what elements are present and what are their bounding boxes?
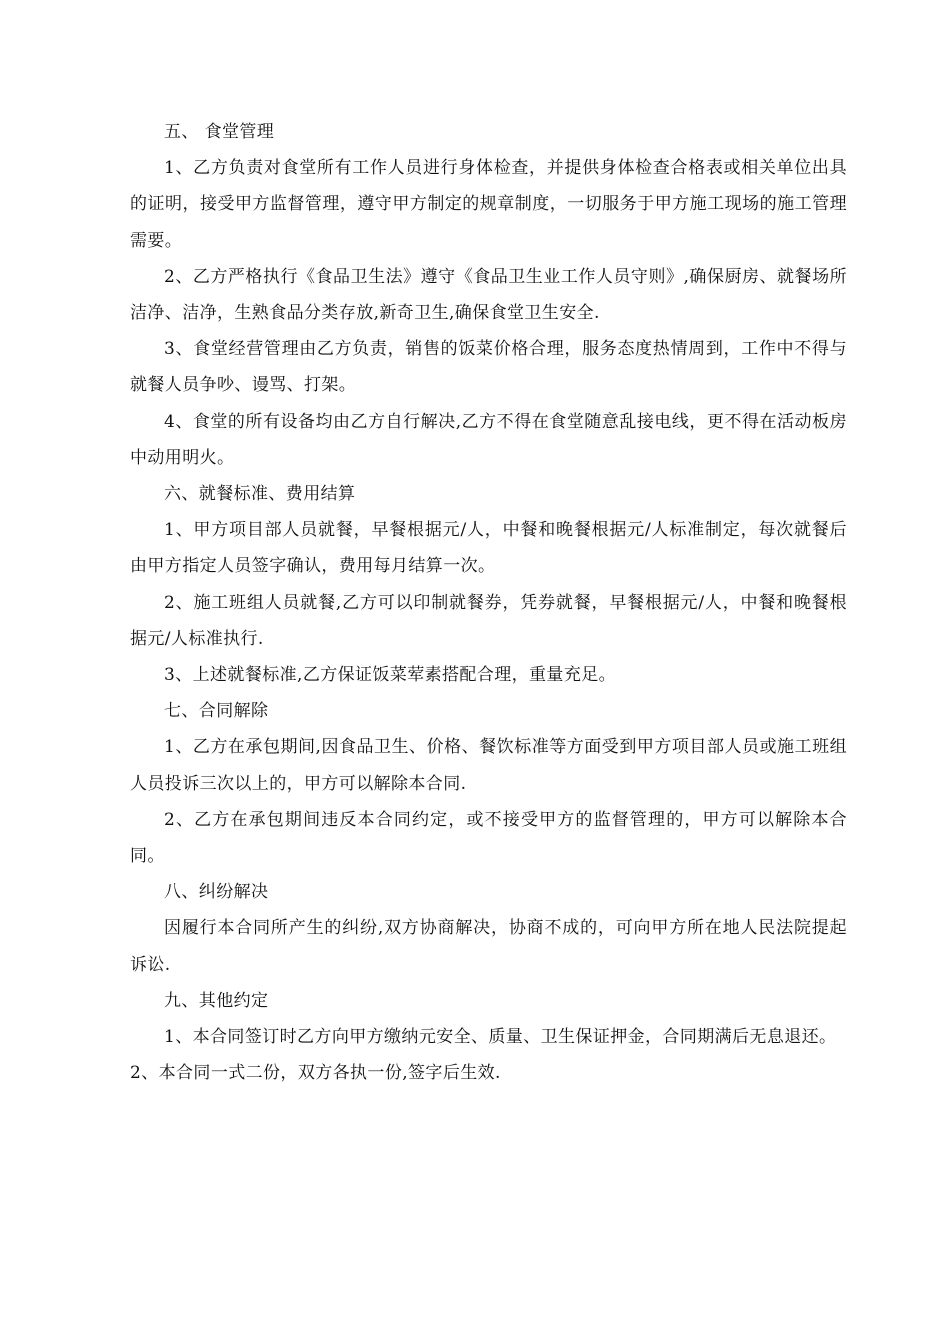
paragraph-meal-quality: 3、上述就餐标准,乙方保证饭菜荤素搭配合理，重量充足。 bbox=[164, 665, 617, 686]
paragraph-dispute-resolution: 因履行本合同所产生的纠纷,双方协商解决，协商不成的，可向甲方所在地人民法院提起诉讼. bbox=[130, 918, 847, 975]
paragraph-food-hygiene: 2、乙方严格执行《食品卫生法》遵守《食品卫生业工作人员守则》,确保厨房、就餐场所洁净、洁净，生熟食品分类存放,新奇卫生,确保食堂卫生安全. bbox=[130, 266, 847, 324]
section-heading-termination: 七、合同解除 bbox=[164, 701, 269, 722]
paragraph-termination-breach: 2、乙方在承包期间违反本合同约定，或不接受甲方的监督管理的，甲方可以解除本合同。 bbox=[130, 809, 847, 867]
document-body bbox=[130, 114, 847, 1091]
paragraph-project-staff-dining: 1、甲方项目部人员就餐，早餐根据元/人，中餐和晚餐根据元/人标准制定，每次就餐后由甲方指定人员签字确认，费用每月结算一次。 bbox=[130, 520, 847, 577]
paragraph-operation-management: 3、食堂经营管理由乙方负责，销售的饭菜价格合理，服务态度热情周到，工作中不得与就餐人员争吵、谩骂、打架。 bbox=[130, 339, 847, 396]
paragraph-deposit: 1、本合同签订时乙方向甲方缴纳元安全、质量、卫生保证押金，合同期满后无息退还。 bbox=[164, 1027, 837, 1048]
paragraph-health-check: 1、乙方负责对食堂所有工作人员进行身体检查，并提供身体检查合格表或相关单位出具的证明，接受甲方监督管理，遵守甲方制定的规章制度，一切服务于甲方施工现场的施工管理需要。 bbox=[130, 158, 847, 251]
paragraph-crew-dining: 2、施工班组人员就餐,乙方可以印制就餐券，凭券就餐，早餐根据元/人，中餐和晚餐根据元/人标准执行. bbox=[130, 592, 847, 649]
section-heading-canteen-management: 五、 食堂管理 bbox=[164, 122, 275, 142]
section-heading-dispute: 八、纠纷解决 bbox=[164, 882, 269, 903]
paragraph-copies: 2、本合同一式二份，双方各执一份,签字后生效. bbox=[130, 1063, 501, 1084]
paragraph-equipment: 4、食堂的所有设备均由乙方自行解决,乙方不得在食堂随意乱接电线，更不得在活动板房中动用明火。 bbox=[130, 411, 847, 468]
paragraph-termination-complaints: 1、乙方在承包期间,因食品卫生、价格、餐饮标准等方面受到甲方项目部人员或施工班组人员投诉三次以上的，甲方可以解除本合同. bbox=[130, 737, 847, 794]
section-heading-dining-standards: 六、就餐标准、费用结算 bbox=[164, 484, 356, 505]
section-heading-other-terms: 九、其他约定 bbox=[164, 990, 269, 1011]
